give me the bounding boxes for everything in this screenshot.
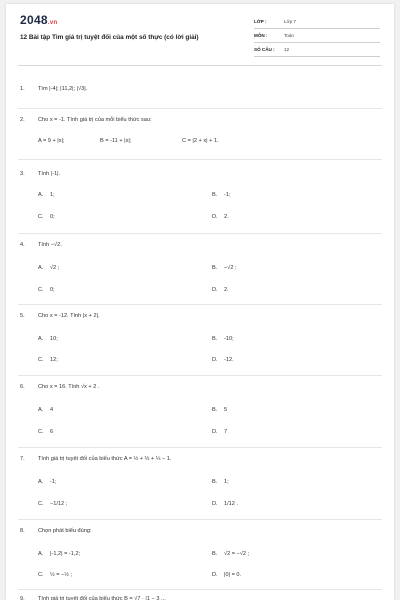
option-a[interactable]: A. |-1,2| = -1,2; [38,551,81,557]
option-c[interactable]: C. −1/12 ; [38,501,68,507]
question-separator [18,589,382,590]
question-2: 2. Cho x = -1. Tính giá trị của mỗi biểu thức sau: [20,117,152,123]
option-d[interactable]: D. 1/12 . [212,501,238,507]
question-separator [18,304,382,305]
expression-b: B = -11 + |x|; [100,138,132,144]
option-b[interactable]: B. -1; [212,192,231,198]
question-4: 4. Tính −√2. [20,242,62,248]
question-separator [18,447,382,448]
header [6,4,394,62]
question-5: 5. Cho x = -12. Tính |x + 2|. [20,313,100,319]
worksheet-page [6,4,394,600]
option-d[interactable]: D. 2. [212,214,229,220]
option-c[interactable]: C. ½ = −½ ; [38,572,73,578]
site-logo[interactable]: 2048.vn [20,13,58,27]
question-7: 7. Tính giá trị tuyệt đối của biểu thức A = ½ + ⅓ + ¼ − 1. [20,456,172,462]
meta-info [254,16,380,58]
question-8: 8. Chọn phát biểu đúng: [20,528,92,534]
option-d[interactable]: D. |0| = 0. [212,572,242,578]
option-d[interactable]: D. -12. [212,357,234,363]
option-c[interactable]: C. 0; [38,214,55,220]
question-3: 3. Tính |-1|. [20,171,61,177]
option-a[interactable]: A. 4 [38,407,54,413]
expression-a: A = 9 + |x|; [38,138,65,144]
meta-row-class: LỚP : Lớp 7 [254,16,380,29]
option-b[interactable]: B. −√2 ; [212,265,237,271]
option-a[interactable]: A. √2 ; [38,265,60,271]
option-a[interactable]: A. 1; [38,192,55,198]
page-title: 12 Bài tập Tìm giá trị tuyệt đối của một số thực (có lời giải) [20,34,199,41]
option-d[interactable]: D. 2. [212,287,229,293]
meta-row-count: SỐ CÂU : 12 [254,44,380,57]
question-1: 1. Tìm |-4|; |11,2|; |√3|. [20,86,88,92]
question-6: 6. Cho x = 16. Tính √x + 2 . [20,384,100,390]
option-c[interactable]: C. 6 [38,429,54,435]
meta-row-subject: MÔN : Toán [254,30,380,43]
question-separator [18,519,382,520]
option-b[interactable]: B. 1; [212,479,229,485]
question-separator [18,108,382,109]
option-c[interactable]: C. 0; [38,287,55,293]
option-a[interactable]: A. 10; [38,336,58,342]
header-divider [18,65,382,66]
option-a[interactable]: A. -1; [38,479,57,485]
option-b[interactable]: B. √2 = −√2 ; [212,551,250,557]
question-separator [18,159,382,160]
option-b[interactable]: B. -10; [212,336,234,342]
option-d[interactable]: D. 7 [212,429,228,435]
option-b[interactable]: B. 5 [212,407,228,413]
option-c[interactable]: C. 12; [38,357,58,363]
question-separator [18,375,382,376]
question-separator [18,233,382,234]
question-9: 9. Tính giá trị tuyệt đối của biểu thức B = √7 · |1 − 3 ... [20,596,166,600]
expression-c: C = |2 + x| + 1. [182,138,219,144]
